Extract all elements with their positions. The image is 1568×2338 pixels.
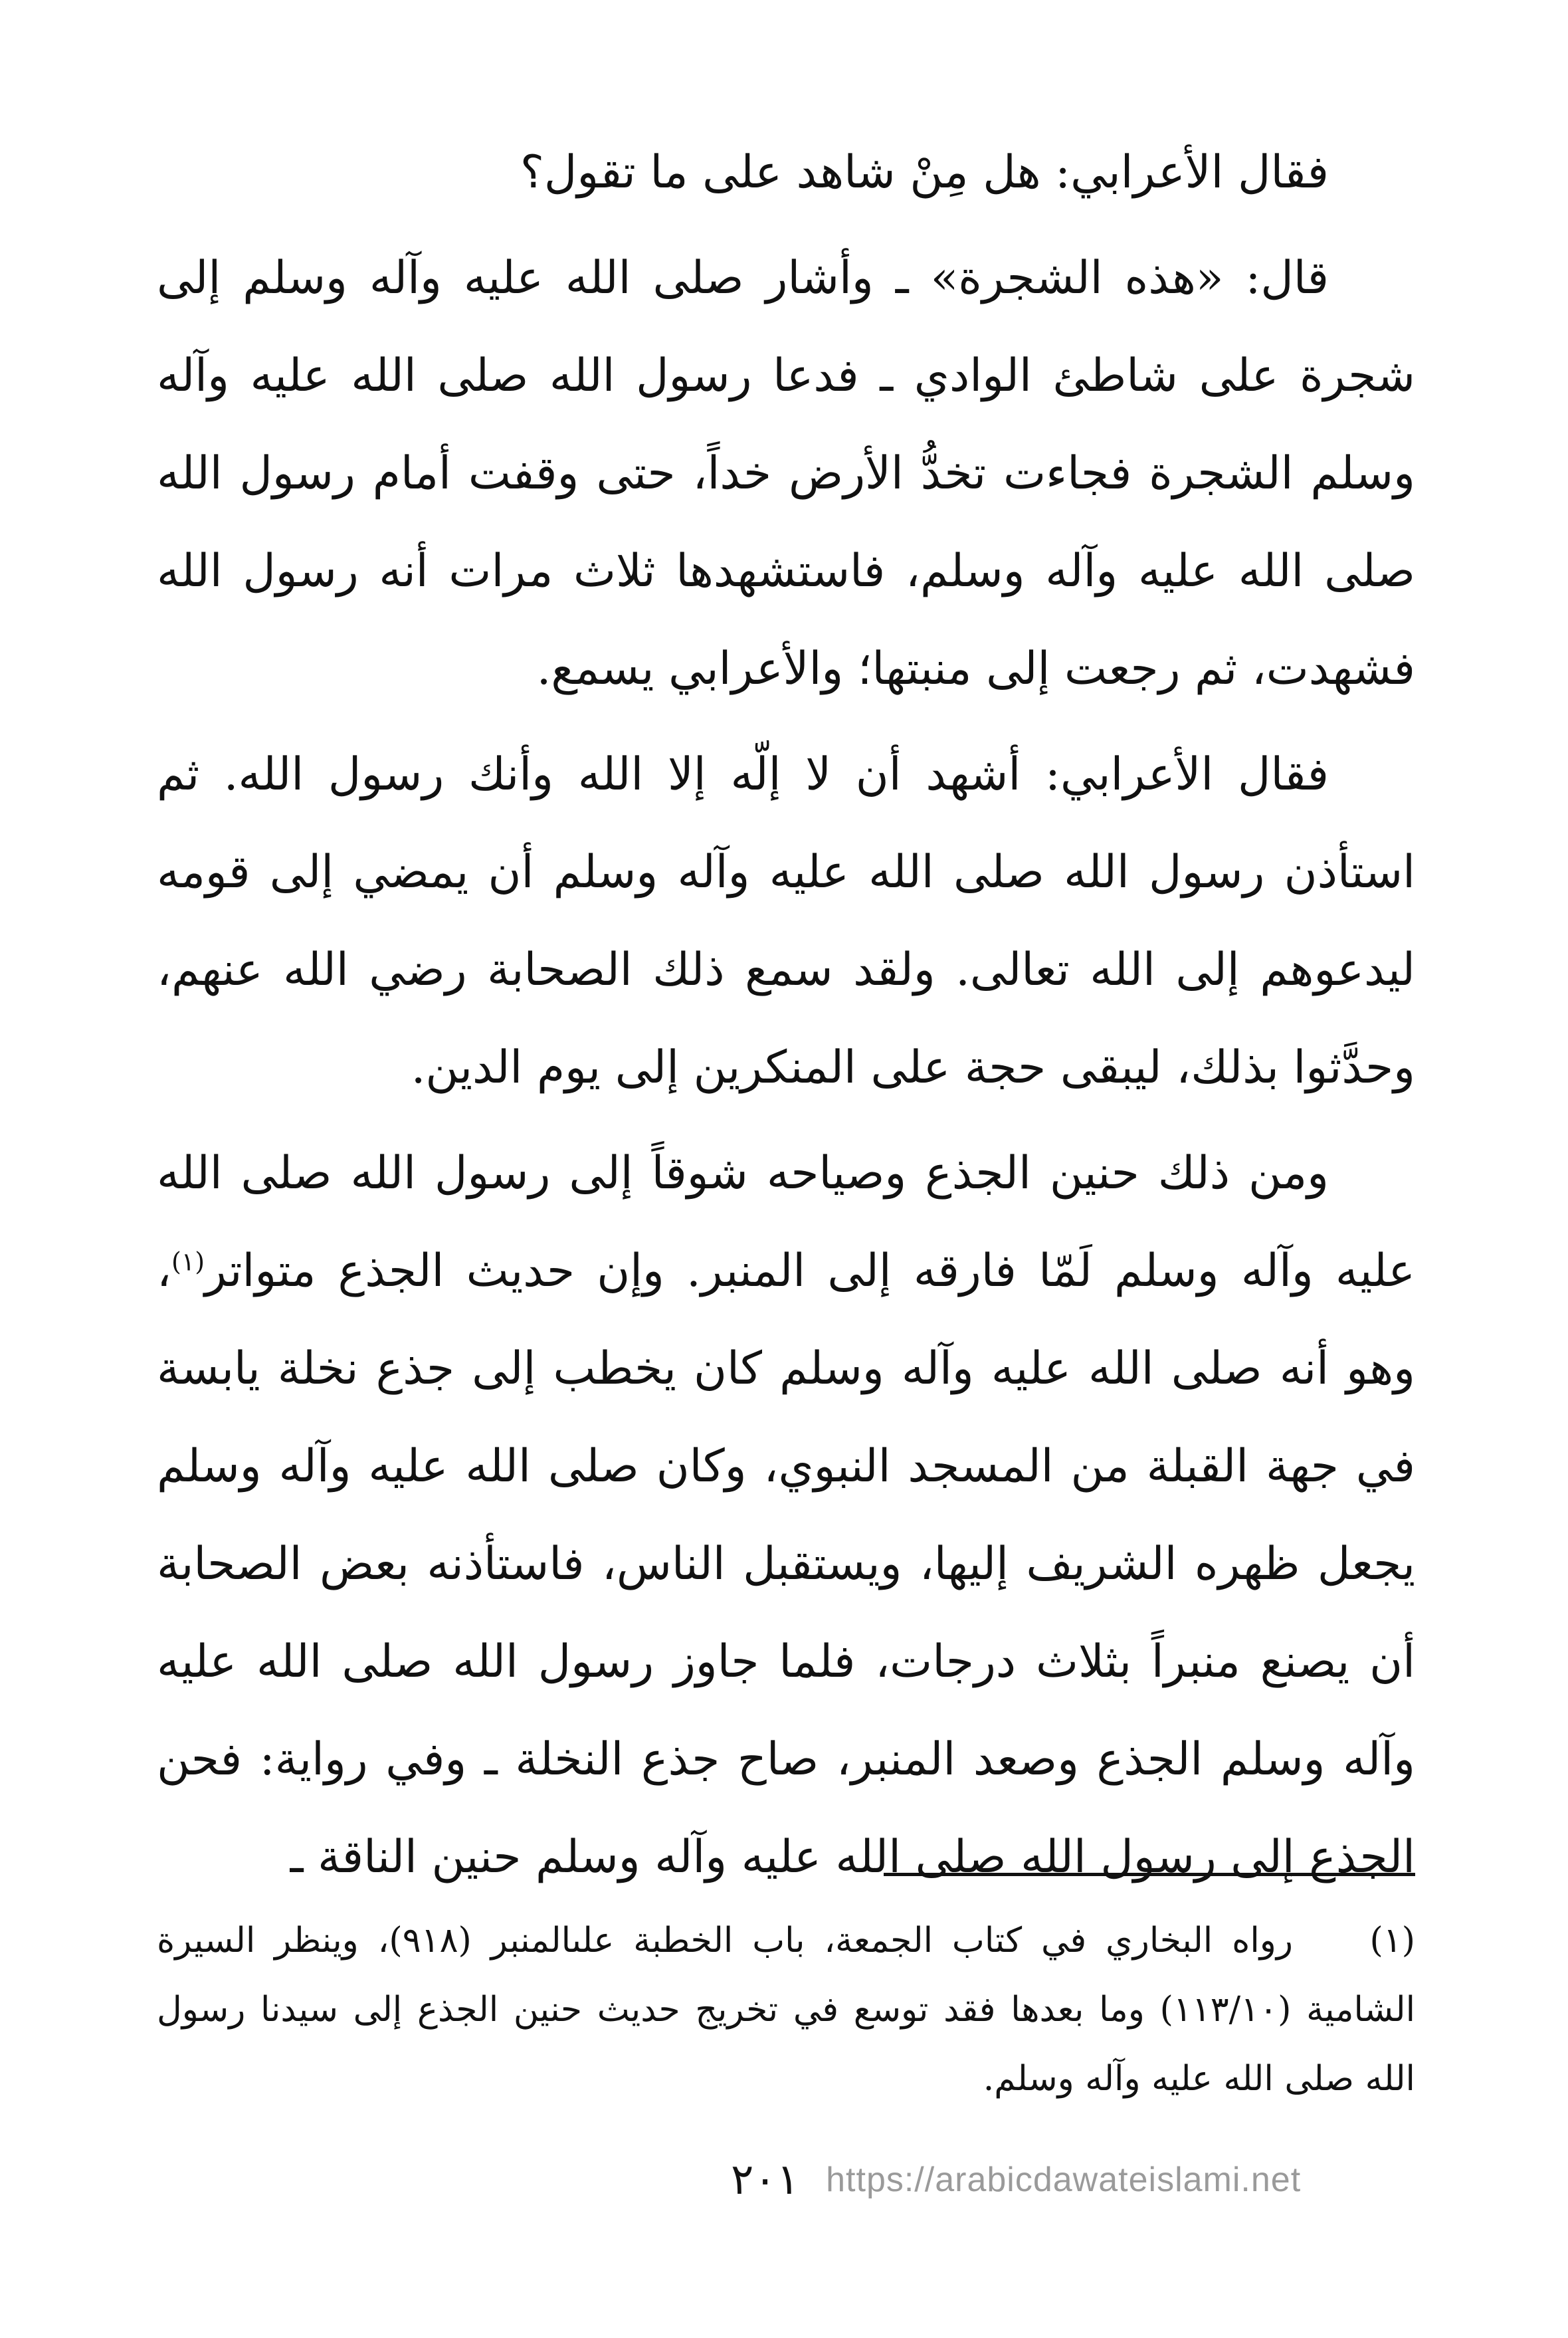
footnote-reference[interactable]: (١) (171, 1247, 205, 1277)
footnote (157, 1906, 1415, 2113)
paragraph-3: فقال الأعرابي: أشهد أن لا إلّه إلا الله وأنك رسول الله. ثم استأذن رسول الله صلى الله عليه وآله وسلم أن يمضي إلى قومه ليدعوهم إلى الله تعالى. ولقد سمع ذلك الصحابة رضي الله عنهم، وحدَّثوا بذلك، ليبقى حجة على المنكرين إلى يوم الدين. (157, 748, 1415, 1094)
paragraph-1: فقال الأعرابي: هل مِنْ شاهد على ما تقول؟ (520, 146, 1329, 199)
main-text (157, 124, 1415, 1914)
footnote-separator (884, 1873, 1415, 1876)
page-number: ٢٠١ (731, 2155, 800, 2204)
footnote-marker: (١) (1369, 1921, 1415, 1961)
page-footer (731, 2150, 1395, 2210)
footnote-text: رواه البخاري في كتاب الجمعة، باب الخطبة علىالمنبر (٩١٨)، وينظر السيرة الشامية (١١٣/١٠) وما بعدها فقد توسع في تخريج حديث حنين الجذع إلى سيدنا رسول الله صلى الله عليه وآله وسلم. (157, 1921, 1416, 2099)
paragraph-4-part-1: ومن ذلك حنين الجذع وصياحه شوقاً إلى رسول الله صلى الله عليه وآله وسلم لَمّا فارقه إلى المنبر. وإن حديث الجذع متواتر (157, 1147, 1415, 1297)
paragraph-4-part-2: ، وهو أنه صلى الله عليه وآله وسلم كان يخطب إلى جذع نخلة يابسة في جهة القبلة من المسجد النبوي، وكان صلى الله عليه وآله وسلم يجعل ظهره الشريف إليها، ويستقبل الناس، فاستأذنه بعض الصحابة أن يصنع منبراً بثلاث درجات، فلما جاوز رسول الله صلى الله عليه وآله وسلم الجذع وصعد المنبر، صاح جذع النخلة ـ وفي رواية: فحن الجذع إلى رسول الله صلى الله عليه وآله وسلم حنين الناقة ـ (157, 1245, 1415, 1883)
website-watermark: https://arabicdawateislami.net (826, 2161, 1302, 2199)
paragraph-4 (157, 1124, 1415, 1906)
paragraph-2: قال: «هذه الشجرة» ـ وأشار صلى الله عليه وآله وسلم إلى شجرة على شاطئ الوادي ـ فدعا رسول الله صلى الله عليه وآله وسلم الشجرة فجاءت تخدُّ الأرض خداً، حتى وقفت أمام رسول الله صلى الله عليه وآله وسلم، فاستشهدها ثلاث مرات أنه رسول الله فشهدت، ثم رجعت إلى منبتها؛ والأعرابي يسمع. (157, 252, 1415, 695)
